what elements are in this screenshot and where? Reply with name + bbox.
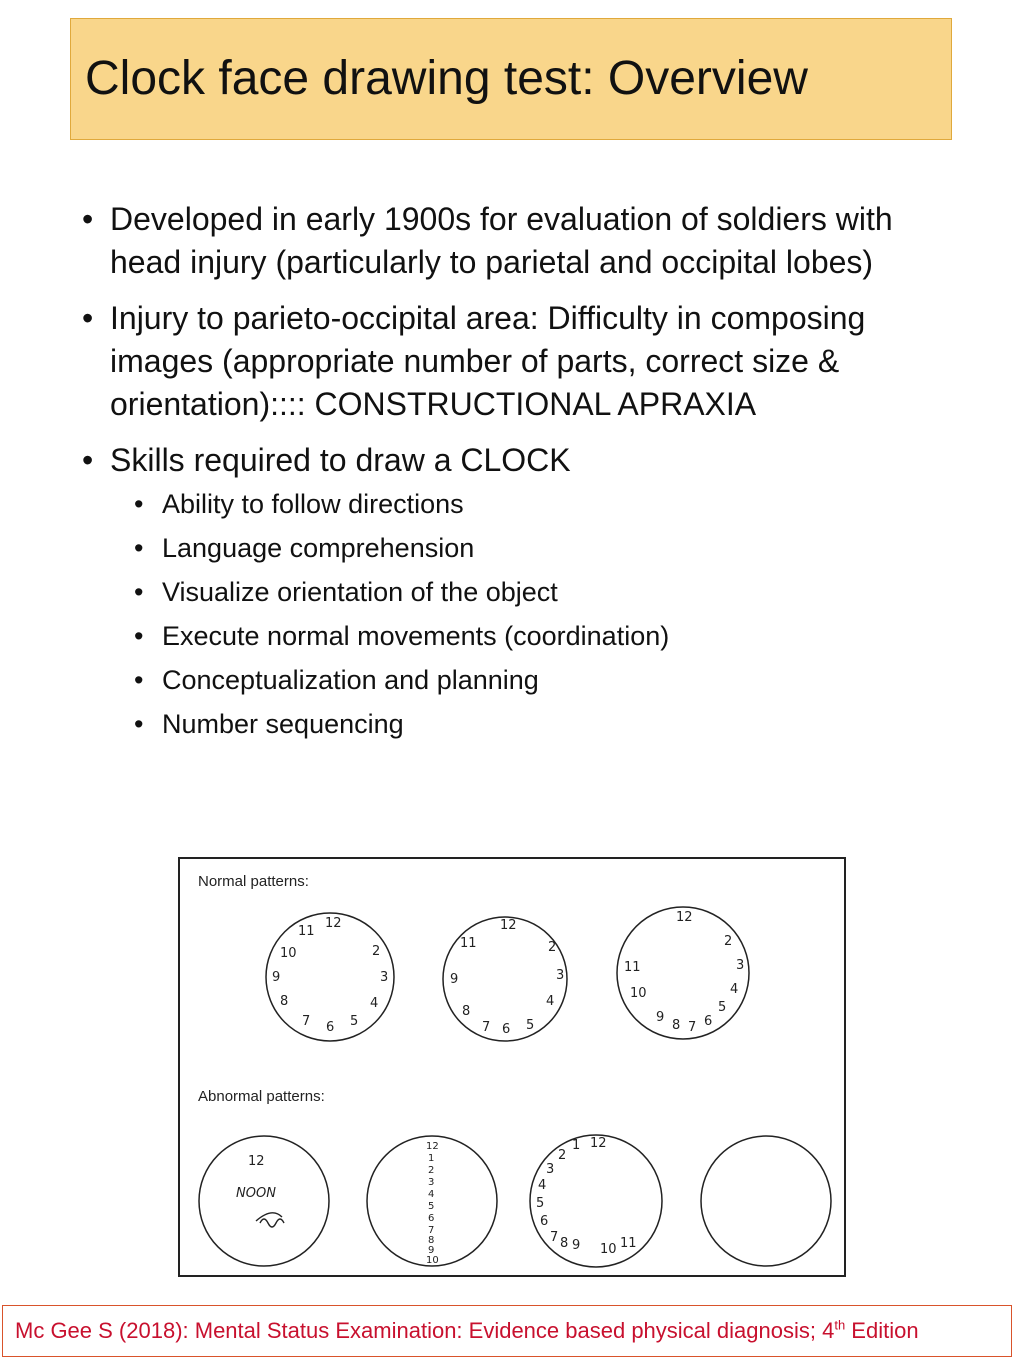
svg-text:2: 2 bbox=[428, 1165, 435, 1176]
sub-bullet-dot: • bbox=[134, 489, 144, 519]
svg-text:10: 10 bbox=[600, 1242, 617, 1257]
abnormal-clock-1 bbox=[199, 1136, 329, 1266]
svg-text:9: 9 bbox=[450, 972, 459, 987]
svg-text:4: 4 bbox=[428, 1189, 435, 1200]
bullet-item bbox=[82, 439, 962, 482]
svg-text:8: 8 bbox=[560, 1236, 569, 1251]
sub-bullet-text: Number sequencing bbox=[162, 709, 404, 739]
svg-text:11: 11 bbox=[460, 936, 477, 951]
bullet-dot: • bbox=[82, 201, 94, 237]
svg-text:5: 5 bbox=[718, 1000, 727, 1015]
svg-text:7: 7 bbox=[302, 1014, 311, 1029]
svg-text:11: 11 bbox=[624, 960, 641, 975]
svg-text:5: 5 bbox=[536, 1196, 545, 1211]
bullet-list bbox=[82, 198, 962, 746]
svg-text:6: 6 bbox=[326, 1020, 335, 1035]
svg-text:11: 11 bbox=[620, 1236, 637, 1251]
sub-bullet-text: Conceptualization and planning bbox=[162, 665, 539, 695]
svg-text:9: 9 bbox=[572, 1238, 581, 1253]
noon-number: 12 bbox=[248, 1154, 265, 1169]
svg-text:7: 7 bbox=[428, 1225, 435, 1236]
sub-bullet-text: Ability to follow directions bbox=[162, 489, 464, 519]
citation-edition: Edition bbox=[845, 1318, 919, 1343]
sub-bullet-item bbox=[82, 482, 962, 526]
svg-text:9: 9 bbox=[656, 1010, 665, 1025]
sub-bullet-item bbox=[82, 658, 962, 702]
sub-bullet-dot: • bbox=[134, 533, 144, 563]
normal-clock-3 bbox=[617, 907, 749, 1039]
svg-text:4: 4 bbox=[370, 996, 379, 1011]
sub-bullet-text: Visualize orientation of the object bbox=[162, 577, 558, 607]
citation-text: Mc Gee S (2018): Mental Status Examination: Evidence based physical diagnosis; 4 bbox=[15, 1318, 835, 1343]
sub-bullet-text: Execute normal movements (coordination) bbox=[162, 621, 670, 651]
sub-bullet-item bbox=[82, 526, 962, 570]
svg-text:12: 12 bbox=[676, 910, 693, 925]
svg-text:4: 4 bbox=[538, 1178, 547, 1193]
abnormal-clock-4 bbox=[701, 1136, 831, 1266]
svg-text:10: 10 bbox=[280, 946, 297, 961]
svg-text:8: 8 bbox=[462, 1004, 471, 1019]
svg-text:7: 7 bbox=[688, 1020, 697, 1035]
sub-bullet-text: Language comprehension bbox=[162, 533, 475, 563]
abnormal-clock-2 bbox=[367, 1136, 497, 1266]
svg-text:10: 10 bbox=[630, 986, 647, 1001]
svg-text:6: 6 bbox=[704, 1014, 713, 1029]
bullet-text: Developed in early 1900s for evaluation of soldiers with head injury (particularly to parietal and occipital lobes) bbox=[110, 201, 893, 280]
svg-text:5: 5 bbox=[526, 1018, 535, 1033]
svg-text:2: 2 bbox=[724, 934, 733, 949]
svg-text:1: 1 bbox=[572, 1138, 581, 1153]
svg-text:3: 3 bbox=[380, 970, 389, 985]
bullet-dot: • bbox=[82, 442, 94, 478]
normal-clock-1 bbox=[266, 913, 394, 1041]
bullet-item bbox=[82, 297, 962, 426]
svg-text:6: 6 bbox=[428, 1213, 435, 1224]
svg-text:8: 8 bbox=[672, 1018, 681, 1033]
sub-bullet-item bbox=[82, 702, 962, 746]
svg-text:12: 12 bbox=[426, 1141, 439, 1152]
normal-clock-2 bbox=[443, 917, 567, 1041]
sub-bullet-dot: • bbox=[134, 621, 144, 651]
sub-bullet-dot: • bbox=[134, 577, 144, 607]
slide-title: Clock face drawing test: Overview bbox=[85, 52, 808, 105]
clock-drawing-figure bbox=[178, 857, 846, 1277]
svg-text:11: 11 bbox=[298, 924, 315, 939]
svg-text:5: 5 bbox=[350, 1014, 359, 1029]
svg-text:12: 12 bbox=[590, 1136, 607, 1151]
abnormal-clock-3 bbox=[530, 1135, 662, 1267]
sub-bullet-dot: • bbox=[134, 709, 144, 739]
bullet-item bbox=[82, 198, 962, 284]
svg-text:8: 8 bbox=[428, 1235, 435, 1246]
svg-text:4: 4 bbox=[730, 982, 739, 997]
noon-text: NOON bbox=[236, 1186, 276, 1201]
sub-bullet-dot: • bbox=[134, 665, 144, 695]
svg-text:2: 2 bbox=[548, 940, 557, 955]
svg-text:4: 4 bbox=[546, 994, 555, 1009]
citation-superscript: th bbox=[834, 1317, 846, 1333]
sub-bullet-item bbox=[82, 614, 962, 658]
sub-bullet-item bbox=[82, 570, 962, 614]
abnormal-patterns-label: Abnormal patterns: bbox=[198, 1088, 325, 1105]
svg-text:12: 12 bbox=[500, 918, 517, 933]
svg-text:3: 3 bbox=[428, 1177, 435, 1188]
svg-text:7: 7 bbox=[550, 1230, 559, 1245]
bullet-text: Injury to parieto-occipital area: Difficulty in composing images (appropriate number of parts, correct size & orientation):::: CONSTRUCTIONAL APRAXIA bbox=[110, 300, 866, 422]
title-banner bbox=[70, 18, 952, 140]
clock-drawings bbox=[180, 859, 844, 1275]
svg-text:3: 3 bbox=[556, 968, 565, 983]
svg-text:10: 10 bbox=[426, 1255, 439, 1266]
svg-text:6: 6 bbox=[502, 1022, 511, 1037]
svg-text:3: 3 bbox=[546, 1162, 555, 1177]
bullet-text: Skills required to draw a CLOCK bbox=[110, 442, 571, 478]
bullet-dot: • bbox=[82, 300, 94, 336]
svg-text:9: 9 bbox=[428, 1245, 435, 1256]
svg-text:2: 2 bbox=[372, 944, 381, 959]
svg-text:2: 2 bbox=[558, 1148, 567, 1163]
citation bbox=[2, 1305, 1012, 1357]
normal-patterns-label: Normal patterns: bbox=[198, 873, 309, 890]
svg-text:6: 6 bbox=[540, 1214, 549, 1229]
svg-text:8: 8 bbox=[280, 994, 289, 1009]
svg-text:9: 9 bbox=[272, 970, 281, 985]
svg-text:12: 12 bbox=[325, 916, 342, 931]
svg-text:7: 7 bbox=[482, 1020, 491, 1035]
svg-text:5: 5 bbox=[428, 1201, 435, 1212]
svg-text:3: 3 bbox=[736, 958, 745, 973]
svg-text:1: 1 bbox=[428, 1153, 435, 1164]
